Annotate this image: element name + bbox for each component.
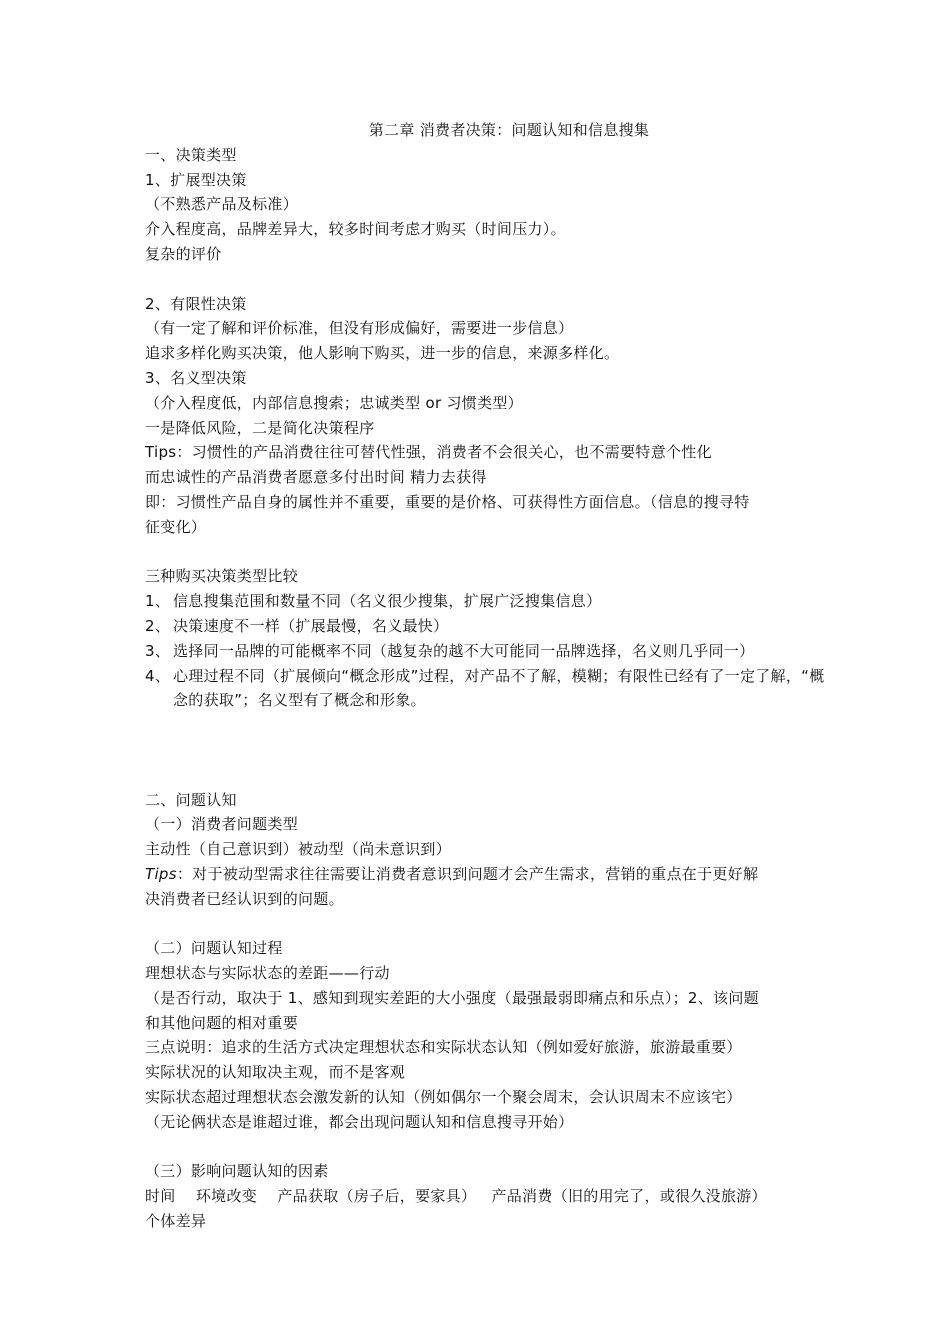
- paragraph: 复杂的评价: [145, 244, 222, 263]
- paragraph: 和其他问题的相对重要: [145, 1013, 299, 1032]
- list-text: 决策速度不一样（扩展最慢，名义最快）: [173, 616, 449, 635]
- list-item: [145, 589, 845, 614]
- list-text: 心理过程不同（扩展倾向“概念形成”过程，对产品不了解，模糊；有限性已经有了一定了解，“概念的获取”；名义型有了概念和形象。: [173, 666, 825, 710]
- paragraph: （介入程度低，内部信息搜索；忠诚类型 or 习惯类型）: [145, 393, 523, 412]
- tips-label: Tips: [145, 864, 177, 883]
- paragraph: 三点说明：追求的生活方式决定理想状态和实际状态认知（例如爱好旅游，旅游最重要）: [145, 1038, 742, 1057]
- spacer: [145, 713, 845, 763]
- list-item: [145, 664, 845, 714]
- list-number: 3、: [145, 641, 171, 660]
- paragraph: 征变化）: [145, 517, 207, 536]
- paragraph: （不熟悉产品及标准）: [145, 195, 299, 214]
- spacer: [145, 912, 845, 937]
- list-item: [145, 639, 845, 664]
- spacer: [145, 540, 845, 565]
- chapter-title: 第二章 消费者决策：问题认知和信息搜集: [368, 121, 650, 139]
- list-number: 1、: [145, 592, 171, 611]
- spacer: [145, 1135, 845, 1160]
- list-number: 2、: [145, 616, 171, 635]
- subsection-heading: 三种购买决策类型比较: [145, 567, 299, 586]
- paragraph: 介入程度高，品牌差异大，较多时间考虑才购买（时间压力）。: [145, 220, 566, 239]
- subsection-heading: （三）影响问题认知的因素: [145, 1162, 329, 1181]
- list-item: [145, 614, 845, 639]
- list-text: 信息搜集范围和数量不同（名义很少搜集，扩展广泛搜集信息）: [173, 592, 602, 611]
- comparison-list: [145, 589, 845, 713]
- section-heading: 一、决策类型: [145, 145, 237, 164]
- paragraph: 实际状况的认知取决主观，而不是客观: [145, 1063, 406, 1082]
- tips-text: ：对于被动型需求往往需要让消费者意识到问题才会产生需求，营销的重点在于更好解: [176, 864, 759, 883]
- subsection-heading: （一）消费者问题类型: [145, 815, 299, 834]
- document-body: [145, 118, 845, 1234]
- paragraph: 实际状态超过理想状态会激发新的认知（例如偶尔一个聚会周末，会认识周末不应该宅）: [145, 1088, 742, 1107]
- spacer: [145, 267, 845, 292]
- tips-label: Tips: [145, 443, 177, 462]
- section-heading: 二、问题认知: [145, 790, 237, 809]
- subsection-heading: 3、名义型决策: [145, 368, 247, 387]
- paragraph: 追求多样化购买决策，他人影响下购买，进一步的信息，来源多样化。: [145, 344, 620, 363]
- paragraph: 一是降低风险，二是简化决策程序: [145, 418, 375, 437]
- paragraph: （有一定了解和评价标准，但没有形成偏好，需要进一步信息）: [145, 319, 574, 338]
- paragraph: 理想状态与实际状态的差距——行动: [145, 964, 390, 983]
- paragraph: （是否行动，取决于 1、感知到现实差距的大小强度（最强最弱即痛点和乐点）；2、该问题: [145, 988, 759, 1007]
- paragraph: 决消费者已经认识到的问题。: [145, 889, 344, 908]
- paragraph: 主动性（自己意识到）被动型（尚未意识到）: [145, 840, 452, 859]
- tips-text: ：习惯性的产品消费往往可替代性强，消费者不会很关心，也不需要特意个性化: [176, 443, 712, 462]
- list-number: 4、: [145, 666, 171, 685]
- paragraph: 个体差异: [145, 1212, 207, 1231]
- spacer: [145, 763, 845, 788]
- subsection-heading: 1、扩展型决策: [145, 170, 247, 189]
- paragraph: 而忠诚性的产品消费者愿意多付出时间 精力去获得: [145, 468, 487, 487]
- tips-paragraph: [145, 862, 845, 887]
- list-text: 选择同一品牌的可能概率不同（越复杂的越不大可能同一品牌选择，名义则几乎同一）: [173, 641, 755, 660]
- paragraph: （无论俩状态是谁超过谁，都会出现问题认知和信息搜寻开始）: [145, 1112, 574, 1131]
- tips-paragraph: [145, 440, 845, 465]
- subsection-heading: 2、有限性决策: [145, 294, 247, 313]
- paragraph: 时间 环境改变 产品获取（房子后，要家具） 产品消费（旧的用完了，或很久没旅游）: [145, 1187, 767, 1206]
- subsection-heading: （二）问题认知过程: [145, 939, 283, 958]
- paragraph: 即：习惯性产品自身的属性并不重要，重要的是价格、可获得性方面信息。（信息的搜寻特: [145, 492, 750, 511]
